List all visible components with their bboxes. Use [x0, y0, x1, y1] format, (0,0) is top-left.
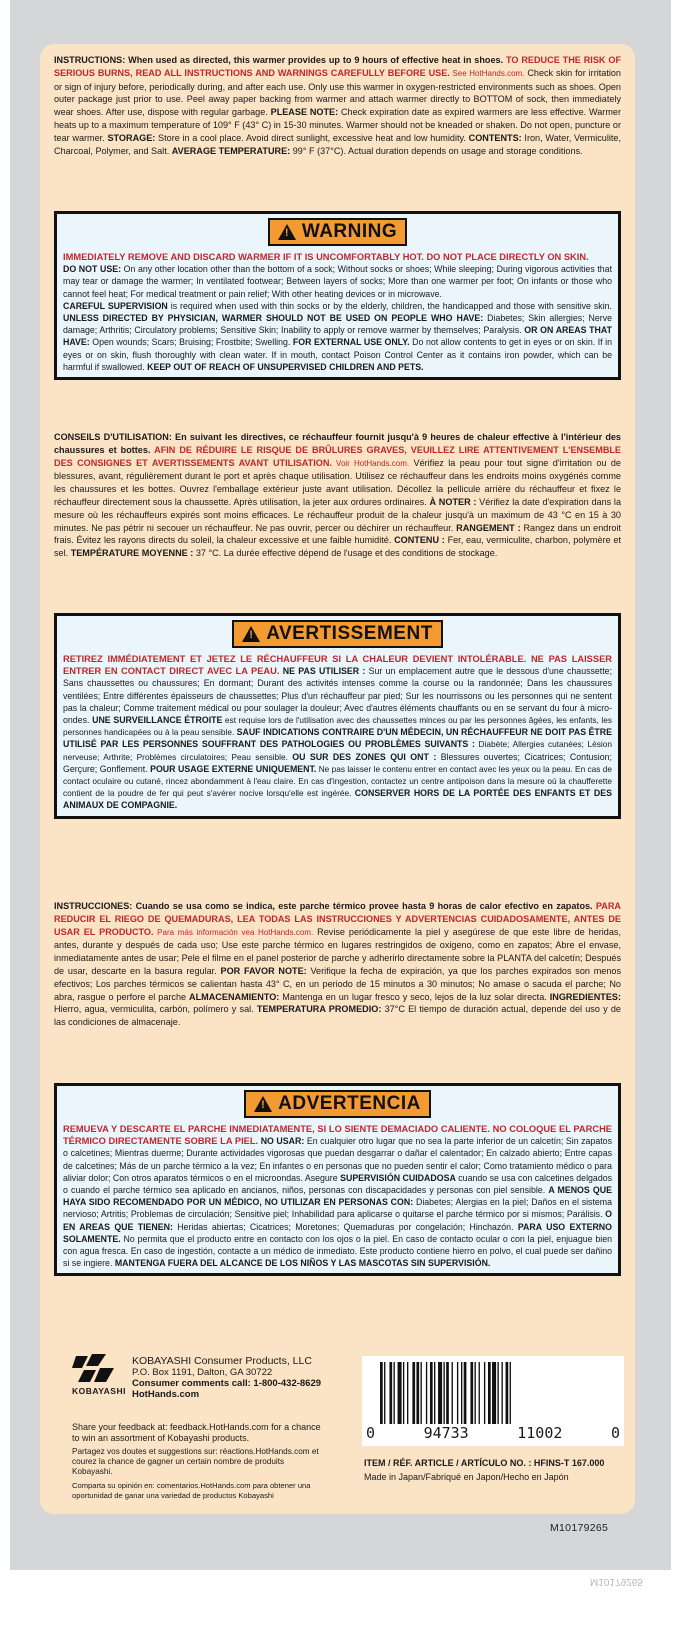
avg-temp-label: AVERAGE TEMPERATURE:: [171, 145, 291, 156]
warning-red-text-es: REMUEVA Y DESCARTE EL PARCHE INMEDIATAMENTE, SI LO SIENTE DEMACIADO CALIENTE. NO COLOQUE EL PARCHE TÉRMICO DIRECTAMENTE SOBRE LA PIEL.: [63, 1124, 612, 1147]
areas-text-es: Heridas abiertas; Cicatrices; Moretones; Quemaduras por congelación; Hinchazón.: [172, 1221, 518, 1232]
instructions-en: [54, 54, 621, 157]
barcode-digits: [366, 1424, 620, 1442]
please-note-text: Check expiration date as expired warmers are less effective. Warmer heats up to a maximum temperature of 109° F (43° C) in 15-30 minutes. Warmer should not be kneaded or shaken. Do not open, puncture or tear warmer.: [54, 107, 621, 143]
warning-red-text-fr: RETIREZ IMMÉDIATEMENT ET JETEZ LE RÉCHAUFFEUR SI LA CHALEUR DEVIENT INTOLÉRABLE. NE PAS LAISSER ENTRER EN CONTACT DIRECT AVEC LA PEAU.: [63, 654, 612, 677]
consumer-comments: Consumer comments call: 1-800-432-8629: [132, 1378, 322, 1389]
avertissement-header: [63, 620, 612, 648]
no-usar-text: En cualquier otro lugar que no sea la parte inferior de un calcetín; Sin zapatos o calcetines; Mientras duerme; Durante actividades vigorosas que puedan desgarrar o dañar el calentador; En calzado abierto; Entre capas de calcetines; Más de un parche térmico a la vez; En infantes o en personas que no pueden sentir el calor; Como tratamiento médico o para aliviar dolor; Con otros aparatos térmicos o en el microondas. Asegure: [63, 1136, 612, 1183]
company-website: HotHands.com: [132, 1389, 200, 1400]
almacenamiento-label: ALMACENAMIENTO:: [189, 991, 280, 1002]
feedback-info: [72, 1422, 322, 1500]
temperature-label-fr: TEMPÉRATURE MOYENNE :: [70, 548, 194, 559]
almacenamiento-text: Mantenga en un lugar fresco y seco, lejos de la luz solar directa.: [279, 991, 550, 1002]
uso-externo-text: No permita que el producto entre en contacto con los ojos o la piel. En caso de contacto ocular o con la piel, enjuague bien con agua fresca. En caso de ingestión, contacte a un médico de inmediato. Este producto contiene hierro en polvo, el cual puede ser dañino si se ingiere.: [63, 1233, 612, 1269]
package-code: M10179265: [550, 1522, 609, 1534]
warning-box-es: [54, 1083, 621, 1276]
see-website: See HotHands.com.: [449, 68, 525, 78]
usage-externe-label: POUR USAGE EXTERNE UNIQUEMENT.: [150, 763, 317, 774]
uso-externo-label: PARA USO EXTERNO SOLAMENTE.: [63, 1221, 612, 1244]
por-favor-note-text: Verifique la fecha de expiración, ya que los parches expirados son menos efectivos; Los parches térmicos se calientan hasta 43° C, en un periodo de 15 minutos a 30 minutos; No amase o sacuda el parche; No abra, rasgue o perfore el parche: [54, 965, 622, 1002]
barcode-bars: [380, 1362, 608, 1424]
careful-supervision-text: is required when used with thin socks or by the elderly, children, the handicapped and those with sensitive skin.: [167, 300, 612, 311]
areas-label: OR ON AREAS THAT HAVE:: [63, 325, 612, 348]
barcode-digit-system: 0: [366, 1424, 376, 1442]
company-name: KOBAYASHI Consumer Products, LLC: [132, 1355, 312, 1367]
warning-triangle-icon: !: [242, 626, 260, 642]
conserver-hors-label: CONSERVER HORS DE LA PORTÉE DES ENFANTS ET DES ANIMAUX DE COMPAGNIE.: [63, 788, 612, 811]
usage-externe-text: Ne pas laisser le contenu entrer en contact avec les yeux ou la peau. En cas de contact oculaire ou cutané, rincez abondamment à l'eau claire. En cas d'ingestion, contactez un centre antipoison dans la mesure où la chaufferette contient de la poudre de fer qui peut s'avérer nocive lorsqu'elle est ingérée.: [63, 763, 612, 799]
temperature-text-fr: 37 °C. La durée effective dépend de l'usage et des conditions de stockage.: [193, 548, 498, 559]
ingredientes-text: Hierro, agua, vermiculita, carbón, polímero y sal.: [54, 1004, 257, 1015]
storage-text: Store in a cool place. Avoid direct sunlight, excessive heat and low humidity.: [155, 132, 469, 143]
external-use-text: Do not allow contents to get in eyes or on skin. If in eyes or on skin, flush thoroughly with clean water. If in mouth, contact Poison Control Center as it contains iron powder, which can be harmful if swallowed.: [63, 337, 612, 372]
supervision-label: SUPERVISIÓN CUIDADOSA: [340, 1172, 456, 1183]
warning-triangle-icon: !: [278, 224, 296, 240]
temperatura-text: 37°C El tiempo de duración actual, depende del uso y de las condiciones de almacenaje.: [54, 1004, 621, 1028]
barcode-digit-check: 0: [610, 1424, 620, 1442]
a-noter-text: Vérifiez la date d'expiration dans la mesure où les réchauffeurs expirés sont moins efficaces. Le réchauffeur produit de la chaleur jusqu'à un maximum de 43 °C en 15 à 30 minutes. Ne pas pétrir ni secouer un réchauffeur. Ne pas ouvrir, percer ou déchirer un réchauffeur.: [54, 496, 622, 533]
warning-box-fr: [54, 613, 621, 819]
advertencia-header: [63, 1090, 612, 1118]
burn-warning-fr: AFIN DE RÉDUIRE LE RISQUE DE BRÛLURES GRAVES, VEUILLEZ LIRE ATTENTIVEMENT L'ENSEMBLE DES CONSIGNES ET AVERTISSEMENTS AVANT UTILISATION.: [54, 444, 622, 468]
made-in: Made in Japan/Fabriqué en Japon/Hecho en Japón: [364, 1472, 569, 1482]
careful-supervision-label: CAREFUL SUPERVISION: [63, 300, 168, 311]
upc-barcode: [362, 1356, 624, 1446]
areas-text: Open wounds; Scars; Bruising; Frostbite; Swelling.: [89, 337, 293, 348]
feedback-fr: Partagez vos doutes et suggestions sur: réactions.HotHands.com et courez la chance de gagner un certain nombre de produits Kobayashi.: [72, 1447, 319, 1476]
logo-text: KOBAYASHI: [72, 1386, 126, 1396]
instructions-fr: [54, 431, 621, 560]
instrucciones-body: Revise periódicamente la piel y asegúrese de que este libre de heridas, antes, durante y después de cada uso; Use este parche térmico en lugares restringidos de oxigeno, como en zapatos; Abre el envase, inmediatamente antes de usar; Pele el filme en el panel posterior de parche y adherirlo directamente sobre la PLANTA del calcetín; Después de usar, descarte en la basura regular.: [54, 926, 621, 976]
a-menos-label: A MENOS QUE HAYA SIDO RECOMENDADO POR UN MÉDICO, NO UTILIZAR EN PERSONAS CON:: [63, 1185, 612, 1208]
do-not-use-text: On any other location other than the bottom of a sock; Without socks or shoes; While sleeping; During vigorous activities that may tear or damage the warmer; In ventilated footwear; Between layers of socks; More than one warmer per foot; On infants or those who cannot feel heat; For medical treatment or pain relief; With other heating devices or in microwave.: [63, 264, 613, 299]
instructions-es: [54, 900, 621, 1029]
kobayashi-logo-icon: [72, 1352, 116, 1384]
kobayashi-logo: [72, 1352, 126, 1396]
see-website-es: Para más información vea HotHands.com.: [153, 927, 314, 937]
external-use-label: FOR EXTERNAL USE ONLY.: [292, 337, 410, 348]
mirrored-code: M10179265: [590, 1576, 643, 1587]
temperatura-label: TEMPERATURA PROMEDIO:: [256, 1004, 382, 1015]
advertencia-title: ADVERTENCIA: [278, 1093, 421, 1114]
instructions-body: Check skin for irritation or sign of injury before, periodically during, and after each use. Only use this warmer in oxygen-restricted environments such as shoes. Open outer package just prior to use. Peel away paper backing from warmer and attach warmer directly to BOTTOM of sock, then immediately wear shoes. After use, dispose with regular garbage.: [54, 67, 621, 118]
item-info: [364, 1456, 626, 1484]
pathologies-text: Diabète; Allergies cutanées; Lésion nerveuse; Arthrite; Problèmes circulatoires; Peau sensible.: [63, 739, 612, 762]
instructions-lead: When used as directed, this warmer provides up to 9 hours of effective heat in shoes.: [125, 55, 506, 65]
label-panel: [40, 44, 635, 1514]
instrucciones-lead: INSTRUCCIONES: Cuando se usa como se indica, este parche térmico provee hasta 9 horas de calor efectivo en zapatos.: [54, 901, 596, 911]
please-note-label: PLEASE NOTE:: [270, 107, 339, 118]
warning-red-text: IMMEDIATELY REMOVE AND DISCARD WARMER IF IT IS UNCOMFORTABLY HOT. DO NOT PLACE DIRECTLY ON SKIN.: [63, 252, 589, 262]
item-number: ITEM / RÉF. ARTICLE / ARTÍCULO NO. : HFINS-T 167.000: [364, 1458, 605, 1468]
warning-header: [63, 218, 612, 246]
barcode-digit-right: 11002: [517, 1424, 563, 1442]
bottom-info: [54, 1346, 621, 1506]
unless-physician-label: UNLESS DIRECTED BY PHYSICIAN, WARMER SHOULD NOT BE USED ON PEOPLE WHO HAVE:: [63, 313, 484, 324]
zones-label: OU SUR DES ZONES QUI ONT :: [292, 751, 437, 762]
no-usar-label: NO USAR:: [258, 1136, 305, 1147]
ne-pas-utiliser-label: NE PAS UTILISER :: [279, 666, 366, 677]
conditions-text: Diabetes; Skin allergies; Nerve damage; Arthritis; Circulatory problems; Sensitive Skin; Inability to apply or remove warmer by themselves; Paralysis.: [63, 313, 612, 336]
barcode-digit-left: 94733: [423, 1424, 469, 1442]
a-noter-label: À NOTER :: [429, 496, 477, 507]
zones-text: Blessures ouvertes; Cicatrices; Contusion; Gerçure; Gonflement.: [63, 751, 612, 774]
storage-label: STORAGE:: [107, 132, 156, 143]
contents-label: CONTENTS:: [468, 132, 522, 143]
mantenga-fuera-label: MANTENGA FUERA DEL ALCANCE DE LOS NIÑOS Y LAS MASCOTAS SIN SUPERVISIÓN.: [114, 1258, 491, 1269]
burn-warning: TO REDUCE THE RISK OF SERIOUS BURNS, READ ALL INSTRUCTIONS AND WARNINGS CAREFULLY BEFORE USE.: [54, 55, 621, 78]
do-not-use-label: DO NOT USE:: [63, 264, 122, 275]
contents-text: Iron, Water, Vermiculite, Charcoal, Polymer, and Salt.: [54, 132, 622, 156]
supervision-text: cuando se usa con calcetines delgados o cuando el parche térmico sea aplicado en ancianos, niños, personas con discapacidades y personas con piel sensible.: [63, 1172, 613, 1196]
ingredientes-label: INGREDIENTES:: [549, 991, 621, 1002]
company-info: [132, 1356, 362, 1400]
feedback-es: Comparta su opinión en: comentarios.HotHands.com para obtener una oportunidad de ganar una variedad de productos Kobayashi: [72, 1481, 311, 1500]
por-favor-note-label: POR FAVOR NOTE:: [220, 965, 307, 976]
ne-pas-utiliser-text: Sur un emplacement autre que le dessous d'une chaussette; Sans chaussettes ou chaussures; En dormant; Durant des activités intenses comme la course ou la randonnée; Dans les chaussures ventilées; Entre différentes épaisseurs de chaussettes; Plus d'un réchauffeur par pied; Sur les nourrissons ou les personnes qui ne sentent pas la chaleur; Comme traitement médical ou pour soulager la douleur; Avec d'autres éléments chauffants ou en se servant du four à micro-ondes.: [63, 666, 613, 726]
areas-label-es: O EN AREAS QUE TIENEN:: [63, 1209, 612, 1232]
company-address: P.O. Box 1191, Dalton, GA 30722: [132, 1367, 273, 1378]
avertissement-title: AVERTISSEMENT: [266, 623, 433, 644]
instructions-label: INSTRUCTIONS:: [54, 55, 126, 65]
conseils-body: Vérifiez la peau pour tout signe d'irritation ou de blessures, avant, régulièrement durant le port et après chaque utilisation. Utilisez ce réchauffeur dans les endroits moins oxygénés comme les chaussures et les bottes. Ouvrez l'emballage extérieur juste avant utilisation. Décollez la pellicule arrière du réchauffeur et fixez le réchauffeur directement sous la chaussette. Après utilisation, la jeter aux ordures ordinaires.: [54, 457, 621, 507]
rangement-label: RANGEMENT :: [456, 522, 521, 533]
keep-out-of-reach-label: KEEP OUT OF REACH OF UNSUPERVISED CHILDREN AND PETS.: [147, 361, 424, 372]
contenu-label: CONTENU :: [394, 535, 445, 546]
surveillance-text: est requise lors de l'utilisation avec des chaussettes minces ou par les personnes âgées, les enfants, les personnes handicapées ou à la peau sensible.: [63, 715, 613, 738]
warning-box-en: [54, 211, 621, 380]
burn-warning-es: PARA REDUCIR EL RIEGO DE QUEMADURAS, LEA TODAS LAS INSTRUCCIONES Y ADVERTENCIAS CUIDADOSAMENTE, ANTES DE USAR EL PRODUCTO.: [54, 901, 621, 937]
rangement-text: Rangez dans un endroit frais. Évitez les rayons directs du soleil, la chaleur excessive et une faible humidité.: [54, 522, 621, 546]
surveillance-label: UNE SURVEILLANCE ÉTROITE: [92, 715, 223, 726]
warning-title: WARNING: [301, 221, 398, 242]
condiciones-text: Diabetes; Alergias en la piel; Daños en el sistema nervioso; Artritis; Problemas de circulación; Sensitive piel; Inhabilidad para aplicarse o quitarse el parche térmico por si mismos; Parálisis.: [63, 1197, 613, 1220]
avg-temp-text: 99° F (37°C). Actual duration depends on usage and storage conditions.: [290, 145, 583, 156]
feedback-en: Share your feedback at: feedback.HotHands.com for a chance to win an assortment of Kobayashi products.: [72, 1422, 321, 1443]
see-website-fr: Voir HotHands.com.: [331, 458, 410, 468]
warning-triangle-icon: !: [254, 1096, 272, 1112]
sauf-indications-label: SAUF INDICATIONS CONTRAIRE D'UN MÉDECIN, UN RÉCHAUFFEUR NE DOIT PAS ÊTRE UTILISÉ PAR LES PERSONNES SOUFFRANT DES PATHOLOGIES OU PROBLÈMES SUIVANTS :: [63, 727, 612, 750]
contenu-text: Fer, eau, vermiculite, charbon, polymère et sel.: [54, 535, 621, 559]
conseils-lead: CONSEILS D'UTILISATION: En suivant les directives, ce réchauffeur fournit jusqu'à 9 heures de chaleur effective à l'intérieur des chaussures et bottes.: [54, 432, 621, 455]
